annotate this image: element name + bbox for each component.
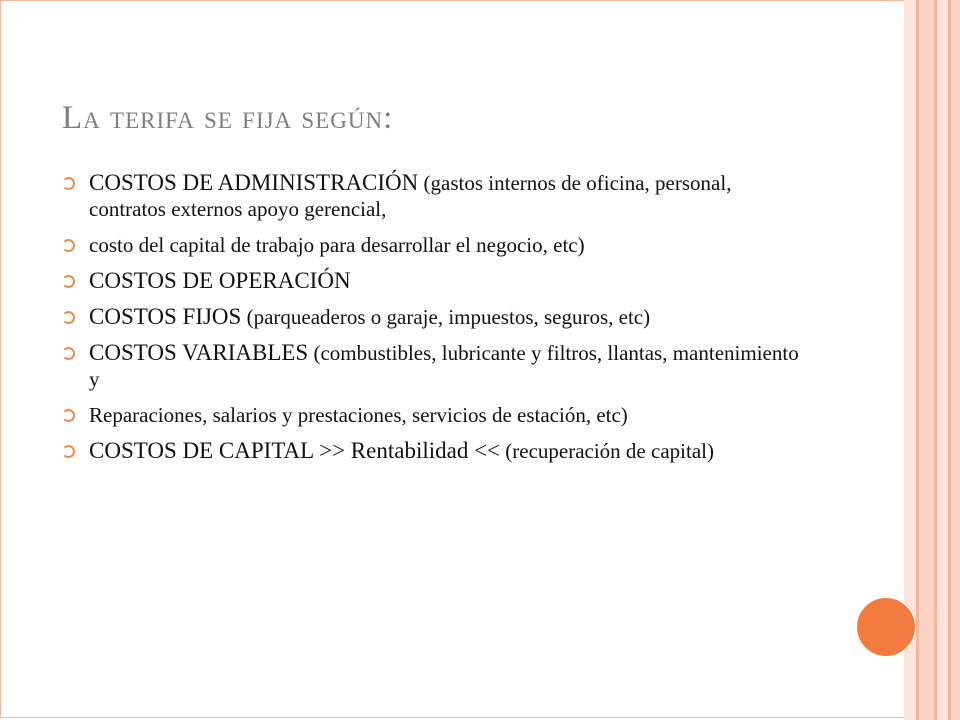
stripe bbox=[919, 0, 934, 720]
bullet-item bbox=[62, 232, 802, 258]
bullet-text: (combustibles, lubricante y filtros, llantas, mantenimiento y bbox=[89, 341, 799, 391]
bullet-heading: COSTOS DE CAPITAL >> Rentabilidad << bbox=[89, 438, 501, 463]
bullet-text: (parqueaderos o garaje, impuestos, seguros, etc) bbox=[241, 305, 651, 329]
bullet-item bbox=[62, 438, 802, 464]
decorative-circle bbox=[856, 597, 916, 657]
bullet-marker-icon bbox=[62, 177, 75, 190]
bullet-marker-icon bbox=[62, 409, 75, 422]
bullet-text: costo del capital de trabajo para desarrollar el negocio, etc) bbox=[89, 233, 585, 257]
bullet-item bbox=[62, 268, 802, 294]
bullet-heading: COSTOS DE OPERACIÓN bbox=[89, 268, 351, 293]
bullet-heading: COSTOS DE ADMINISTRACIÓN bbox=[89, 170, 419, 195]
stripe bbox=[937, 0, 948, 720]
bullet-text: (recuperación de capital) bbox=[500, 439, 714, 463]
bullet-text: Reparaciones, salarios y prestaciones, servicios de estación, etc) bbox=[89, 403, 628, 427]
bullet-heading: COSTOS FIJOS bbox=[89, 304, 242, 329]
bullet-marker-icon bbox=[62, 275, 75, 288]
bullet-item bbox=[62, 402, 802, 428]
bullet-heading: COSTOS VARIABLES bbox=[89, 340, 309, 365]
bullet-text: (gastos internos de oficina, personal, contratos externos apoyo gerencial, bbox=[89, 171, 732, 221]
bullet-item bbox=[62, 304, 802, 330]
bullet-marker-icon bbox=[62, 239, 75, 252]
bullet-item bbox=[62, 340, 802, 392]
bullet-marker-icon bbox=[62, 347, 75, 360]
stripe bbox=[951, 0, 960, 720]
bullet-list bbox=[62, 170, 802, 474]
bullet-marker-icon bbox=[62, 445, 75, 458]
slide-title: La terifa se fija según: bbox=[62, 100, 394, 136]
bullet-marker-icon bbox=[62, 311, 75, 324]
bullet-item bbox=[62, 170, 802, 222]
